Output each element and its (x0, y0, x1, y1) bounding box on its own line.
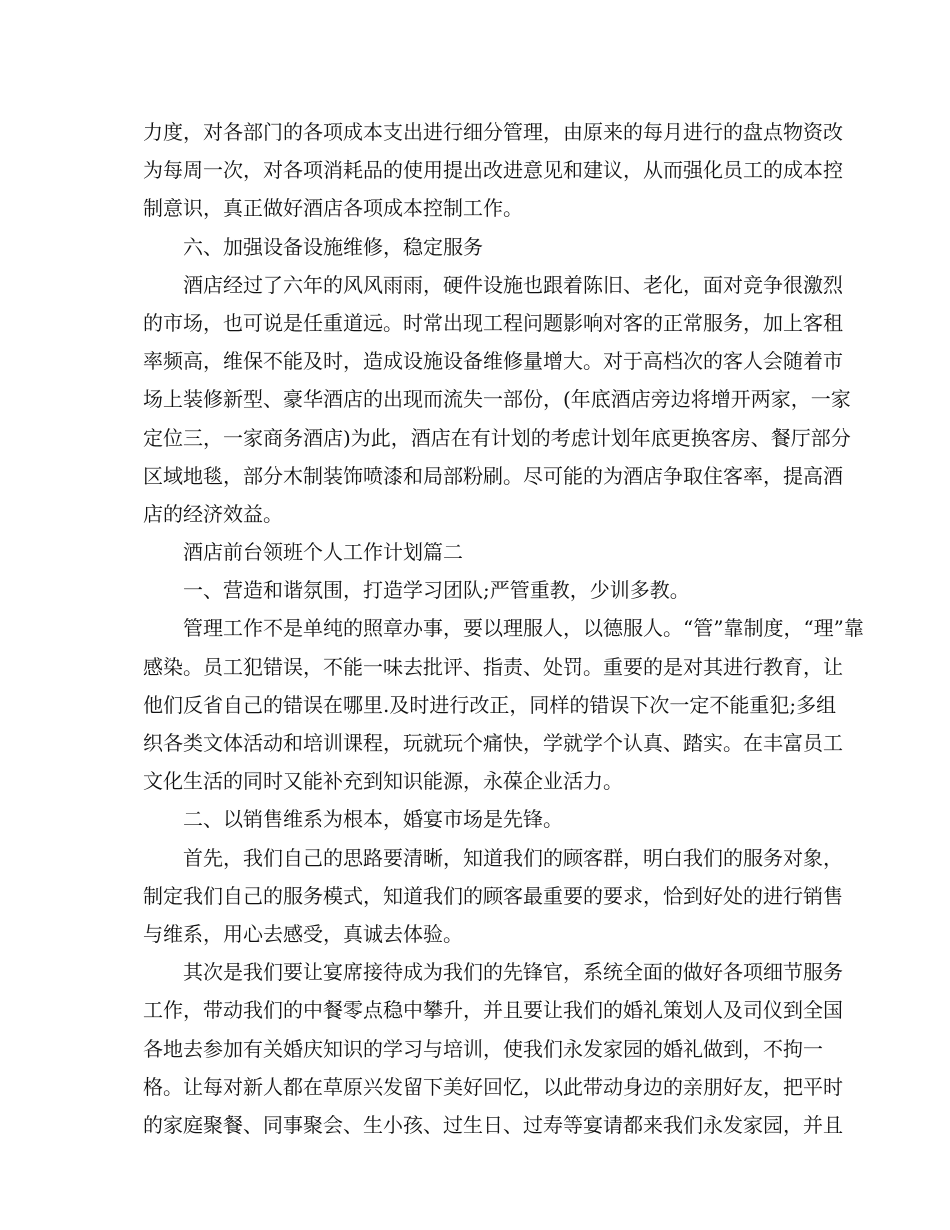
text-line: 各地去参加有关婚庆知识的学习与培训，使我们永发家园的婚礼做到，不拘一 (143, 1036, 823, 1061)
text-line: 其次是我们要让宴席接待成为我们的先锋官，系统全面的做好各项细节服务 (183, 960, 843, 985)
text-line: 为每周一次，对各项消耗品的使用提出改进意见和建议，从而强化员工的成本控 (143, 158, 843, 183)
text-line: 力度，对各部门的各项成本支出进行细分管理，由原来的每月进行的盘点物资改 (143, 120, 843, 144)
document-body (143, 113, 864, 1144)
text-line: 率频高，维保不能及时，造成设施设备维修量增大。对于高档次的客人会随着市 (143, 349, 843, 374)
text-line: 的市场，也可说是任重道远。时常出现工程问题影响对客的正常服务，加上客租 (143, 310, 843, 335)
text-line: 酒店前台领班个人工作计划篇二 (183, 540, 463, 565)
text-line: 他们反省自己的错误在哪里.及时进行改正，同样的错误下次一定不能重犯;多组 (143, 692, 837, 717)
text-line: 格。让每对新人都在草原兴发留下美好回忆，以此带动身边的亲朋好友，把平时 (143, 1074, 843, 1099)
text-line: 店的经济效益。 (143, 501, 283, 526)
text-line: 定位三，一家商务酒店)为此，酒店在有计划的考虑计划年底更换客房、餐厅部分 (143, 425, 851, 450)
text-line: 文化生活的同时又能补充到知识能源，永葆企业活力。 (143, 769, 623, 794)
text-line: 织各类文体活动和培训课程，玩就玩个痛快，学就学个认真、踏实。在丰富员工 (143, 731, 843, 755)
text-line: 工作，带动我们的中餐零点稳中攀升，并且要让我们的婚礼策划人及司仪到全国 (143, 998, 843, 1023)
text-line: 管理工作不是单纯的照章办事，要以理服人，以德服人。“管”靠制度，“理”靠 (183, 616, 864, 641)
text-line: 二、以销售维系为根本，婚宴市场是先锋。 (183, 807, 563, 832)
text-line: 与维系，用心去感受，真诚去体验。 (143, 921, 463, 946)
text-line: 制意识，真正做好酒店各项成本控制工作。 (143, 196, 523, 221)
text-line: 六、加强设备设施维修，稳定服务 (183, 234, 483, 259)
text-line: 酒店经过了六年的风风雨雨，硬件设施也跟着陈旧、老化，面对竞争很激烈 (183, 272, 843, 297)
text-line: 的家庭聚餐、同事聚会、生小孩、过生日、过寿等宴请都来我们永发家园，并且 (143, 1112, 843, 1137)
text-line: 制定我们自己的服务模式，知道我们的顾客最重要的要求，恰到好处的进行销售 (143, 883, 843, 908)
text-line: 感染。员工犯错误，不能一味去批评、指责、处罚。重要的是对其进行教育，让 (143, 654, 843, 679)
text-line: 一、营造和谐氛围，打造学习团队;严管重教，少训多教。 (183, 578, 690, 603)
text-line: 场上装修新型、豪华酒店的出现而流失一部份，(年底酒店旁边将增开两家，一家 (143, 387, 851, 412)
text-line: 首先，我们自己的思路要清晰，知道我们的顾客群，明白我们的服务对象， (183, 845, 843, 870)
text-line: 区域地毯，部分木制装饰喷漆和局部粉刷。尽可能的为酒店争取住客率，提高酒 (143, 463, 843, 488)
